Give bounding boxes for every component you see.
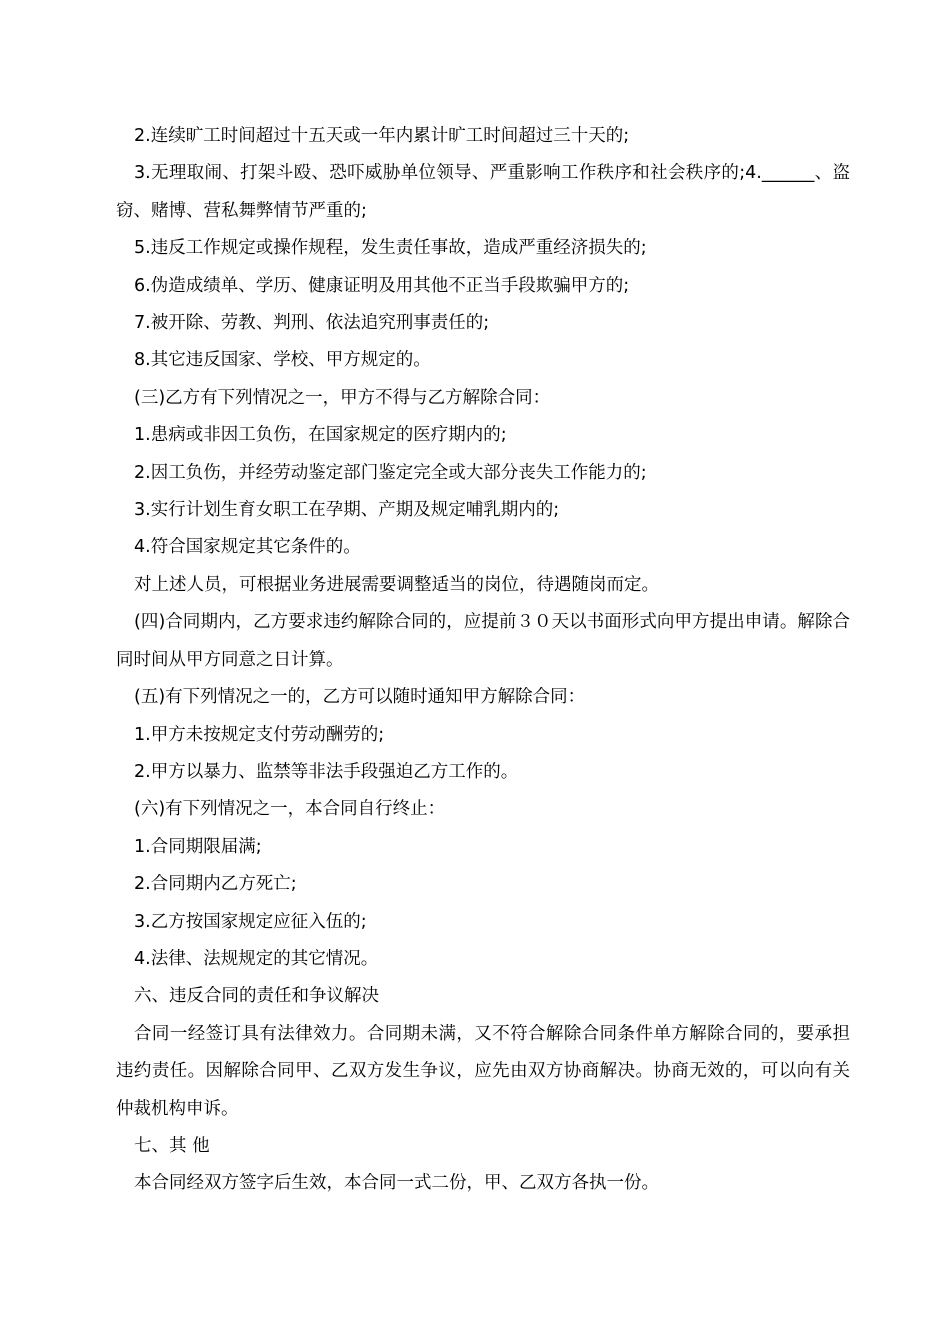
section-heading-5: (五)有下列情况之一的，乙方可以随时通知甲方解除合同： bbox=[134, 687, 586, 708]
paragraph-item-2-b: 2.甲方以暴力、监禁等非法手段强迫乙方工作的。 bbox=[134, 761, 519, 782]
paragraph-item-2: 2.因工负伤，并经劳动鉴定部门鉴定完全或大部分丧失工作能力的; bbox=[134, 462, 647, 483]
section-heading-4: (四)合同期内，乙方要求违约解除合同的，应提前３０天以书面形式向甲方提出申请。解除合同时间从甲方同意之日计算。 bbox=[116, 612, 850, 670]
chapter-heading-7: 七、其 他 bbox=[134, 1135, 210, 1156]
section-heading-3: (三)乙方有下列情况之一，甲方不得与乙方解除合同： bbox=[134, 387, 551, 408]
paragraph-clause-2: 2.连续旷工时间超过十五天或一年内累计旷工时间超过三十天的; bbox=[134, 126, 630, 146]
document-body bbox=[116, 118, 850, 1203]
paragraph-item-1: 1.患病或非因工负伤，在国家规定的医疗期内的; bbox=[134, 425, 507, 446]
paragraph-item-3-c: 3.乙方按国家规定应征入伍的; bbox=[134, 911, 367, 932]
paragraph-item-2-c: 2.合同期内乙方死亡; bbox=[134, 874, 297, 895]
paragraph-item-4: 4.符合国家规定其它条件的。 bbox=[134, 537, 361, 558]
paragraph-item-1-b: 1.甲方未按规定支付劳动酬劳的; bbox=[134, 724, 385, 745]
paragraph-item-1-c: 1.合同期限届满; bbox=[134, 836, 262, 857]
paragraph-clause-6: 6.伪造成绩单、学历、健康证明及用其他不正当手段欺骗甲方的; bbox=[134, 275, 630, 296]
paragraph-clause-7: 7.被开除、劳教、判刑、依法追究刑事责任的; bbox=[134, 313, 490, 334]
paragraph-effective: 本合同经双方签字后生效，本合同一式二份，甲、乙双方各执一份。 bbox=[134, 1173, 659, 1194]
paragraph-clause-5: 5.违反工作规定或操作规程，发生责任事故，造成严重经济损失的; bbox=[134, 238, 647, 259]
paragraph-liability: 合同一经签订具有法律效力。合同期未满，又不符合解除合同条件单方解除合同的，要承担违约责任。因解除合同甲、乙双方发生争议，应先由双方协商解决。协商无效的，可以向有关仲裁机构申诉。 bbox=[116, 1023, 850, 1119]
paragraph-clause-3-4: 3.无理取闹、打架斗殴、恐吓威胁单位领导、严重影响工作秩序和社会秩序的;4.______、盗窃、赌博、营私舞弊情节严重的; bbox=[116, 163, 850, 221]
chapter-heading-6: 六、违反合同的责任和争议解决 bbox=[134, 986, 379, 1007]
paragraph-item-4-c: 4.法律、法规规定的其它情况。 bbox=[134, 948, 379, 969]
section-heading-6: (六)有下列情况之一，本合同自行终止： bbox=[134, 799, 446, 820]
paragraph-note: 对上述人员，可根据业务进展需要调整适当的岗位，待遇随岗而定。 bbox=[134, 574, 659, 595]
paragraph-item-3: 3.实行计划生育女职工在孕期、产期及规定哺乳期内的; bbox=[134, 500, 560, 521]
paragraph-clause-8: 8.其它违反国家、学校、甲方规定的。 bbox=[134, 350, 431, 371]
